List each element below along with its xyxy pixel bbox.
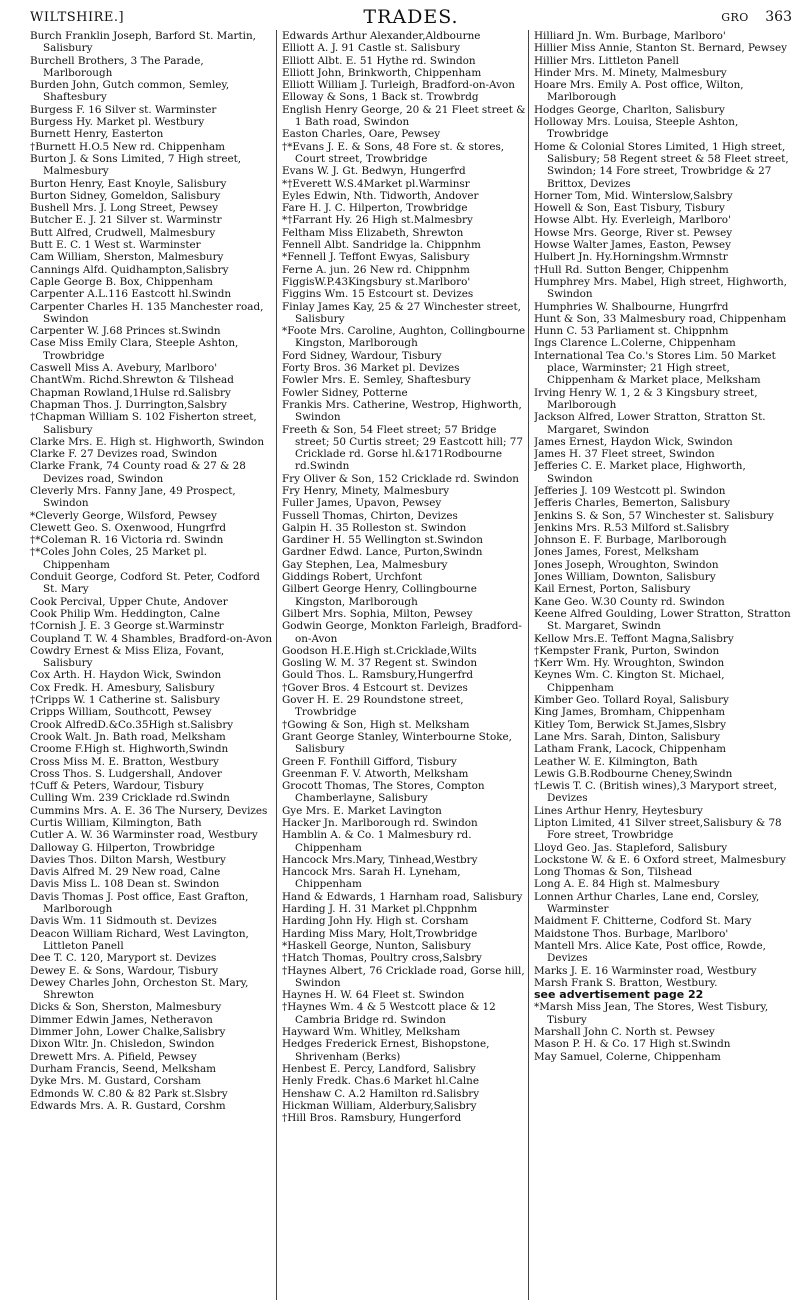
directory-entry: Davies Thos. Dilton Marsh, Westbury xyxy=(30,853,226,866)
directory-entry: Feltham Miss Elizabeth, Shrewton xyxy=(282,226,464,239)
directory-entry: Mason P. H. & Co. 17 High st.Swindn xyxy=(534,1038,731,1051)
directory-entry: International Tea Co.'s Stores Lim. 50 Market place, Warminster; 21 High street, Chippenham & Market place, Melksham xyxy=(534,349,776,387)
directory-columns xyxy=(30,30,792,1300)
directory-entry: Burton Henry, East Knoyle, Salisbury xyxy=(30,177,227,190)
directory-entry: †Haynes Albert, 76 Cricklade road, Gorse hill, Swindon xyxy=(282,964,525,989)
directory-entry: Clarke F. 27 Devizes road, Swindon xyxy=(30,448,218,461)
directory-entry: Fry Oliver & Son, 152 Cricklade rd. Swindon xyxy=(282,472,519,485)
directory-entry: King James, Bromham, Chippenham xyxy=(534,706,725,719)
directory-entry: Forty Bros. 36 Market pl. Devizes xyxy=(282,362,460,375)
directory-entry: Cummins Mrs. A. E. 36 The Nursery, Devizes xyxy=(30,804,268,817)
advertisement-note: see advertisement page 22 xyxy=(534,988,704,1002)
directory-entry: Howse Walter James, Easton, Pewsey xyxy=(534,239,731,252)
directory-entry: Frankis Mrs. Catherine, Westrop, Highworth, Swindon xyxy=(282,398,522,424)
directory-entry: †Hull Rd. Sutton Benger, Chippenhm xyxy=(534,263,729,276)
directory-entry: Carpenter W. J.68 Princes st.Swindn xyxy=(30,325,221,338)
directory-entry: Burden John, Gutch common, Semley, Shaftesbury xyxy=(30,79,230,104)
directory-entry: Cripps William, Southcott, Pewsey xyxy=(30,706,212,719)
directory-entry: Gould Thos. L. Ramsbury,Hungerfrd xyxy=(282,669,474,682)
page-reference xyxy=(721,9,792,25)
directory-entry: *Foote Mrs. Caroline, Aughton, Collingbourne Kingston, Marlborough xyxy=(282,325,526,350)
directory-entry: Grocott Thomas, The Stores, Compton Chamberlayne, Salisbury xyxy=(282,780,485,805)
directory-entry: Cleverly Mrs. Fanny Jane, 49 Prospect, Swindon xyxy=(30,484,236,510)
directory-entry: Carpenter Charles H. 135 Manchester road, Swindon xyxy=(30,300,264,325)
directory-entry: Irving Henry W. 1, 2 & 3 Kingsbury street, Marlborough xyxy=(534,386,758,411)
directory-entry: Henbest E. Percy, Landford, Salisbry xyxy=(282,1062,476,1075)
directory-entry: Hedges Frederick Ernest, Bishopstone, Shrivenham (Berks) xyxy=(282,1038,490,1063)
directory-entry: †Chapman William S. 102 Fisherton street, Salisbury xyxy=(30,411,257,436)
directory-entry: Hunt & Son, 33 Malmesbury road, Chippenham xyxy=(534,312,787,325)
directory-entry: Goodson H.E.High st.Cricklade,Wilts xyxy=(282,644,477,657)
directory-entry: Cross Thos. S. Ludgershall, Andover xyxy=(30,767,222,780)
directory-entry: †Kempster Frank, Purton, Swindon xyxy=(534,644,720,657)
directory-entry: Burchell Brothers, 3 The Parade, Marlborough xyxy=(30,54,204,79)
directory-entry: Henshaw C. A.2 Hamilton rd.Salisbry xyxy=(282,1087,480,1100)
directory-entry: Keynes Wm. C. Kington St. Michael, Chippenham xyxy=(534,669,725,694)
directory-entry: *Fennell J. Teffont Ewyas, Salisbury xyxy=(282,251,470,264)
directory-entry: Gardiner H. 55 Wellington st.Swindon xyxy=(282,534,483,547)
directory-entry: Gover H. E. 29 Roundstone street, Trowbridge xyxy=(282,694,464,719)
directory-entry: ChantWm. Richd.Shrewton & Tilshead xyxy=(30,374,234,387)
directory-entry: Clarke Mrs. E. High st. Highworth, Swindon xyxy=(30,435,265,448)
directory-entry: Hamblin A. & Co. 1 Malmesbury rd. Chippenham xyxy=(282,829,472,854)
directory-entry: †Hill Bros. Ramsbury, Hungerford xyxy=(282,1112,462,1125)
directory-entry: Evans W. J. Gt. Bedwyn, Hungerfrd xyxy=(282,165,466,178)
directory-entry: Cook Percival, Upper Chute, Andover xyxy=(30,595,228,608)
directory-entry: *Marsh Miss Jean, The Stores, West Tisbury, Tisbury xyxy=(534,1001,769,1026)
directory-entry: Hillier Mrs. Littleton Panell xyxy=(534,54,679,67)
directory-entry: †*Coleman R. 16 Victoria rd. Swindn xyxy=(30,534,224,547)
directory-entry: Ings Clarence L.Colerne, Chippenham xyxy=(534,337,736,350)
directory-entry: Jones William, Downton, Salisbury xyxy=(534,571,716,584)
directory-entry: †Gowing & Son, High st. Melksham xyxy=(282,718,470,731)
directory-entry: Dicks & Son, Sherston, Malmesbury xyxy=(30,1001,222,1014)
directory-entry: Home & Colonial Stores Limited, 1 High street, Salisbury; 58 Regent street & 58 Fleet street, Swindon; 14 Fore street, Trowbridge & 27 Brittox, Devizes xyxy=(534,140,789,190)
directory-entry: Gay Stephen, Lea, Malmesbury xyxy=(282,558,448,571)
directory-entry: Fowler Mrs. E. Semley, Shaftesbury xyxy=(282,374,471,387)
directory-entry: Hancock Mrs. Sarah H. Lyneham, Chippenham xyxy=(282,866,461,891)
directory-entry: Jackson Alfred, Lower Stratton, Stratton St. Margaret, Swindon xyxy=(534,411,766,436)
directory-entry: Haynes H. W. 64 Fleet st. Swindon xyxy=(282,989,465,1002)
directory-entry: Case Miss Emily Clara, Steeple Ashton, Trowbridge xyxy=(30,337,239,362)
directory-entry: Crook Walt. Jn. Bath road, Melksham xyxy=(30,730,226,743)
directory-entry: Coupland T. W. 4 Shambles, Bradford-on-Avon xyxy=(30,632,273,645)
directory-entry: Cross Miss M. E. Bratton, Westbury xyxy=(30,755,219,768)
directory-entry: Durham Francis, Seend, Melksham xyxy=(30,1062,217,1075)
directory-entry: Hacker Jn. Marlborough rd. Swindon xyxy=(282,817,478,829)
directory-entry: Finlay James Kay, 25 & 27 Winchester street, Salisbury xyxy=(282,300,521,325)
directory-entry: Dalloway G. Hilperton, Trowbridge xyxy=(30,841,215,854)
directory-entry: Edwards Arthur Alexander,Aldbourne xyxy=(282,30,481,42)
directory-entry: Gilbert George Henry, Collingbourne Kingston, Marlborough xyxy=(282,583,477,608)
directory-entry: Clewett Geo. S. Oxenwood, Hungrfrd xyxy=(30,521,227,534)
directory-entry: *Cleverly George, Wilsford, Pewsey xyxy=(30,509,217,522)
directory-entry: *Haskell George, Nunton, Salisbury xyxy=(282,939,471,952)
directory-entry: Burton Sidney, Gomeldon, Salisbury xyxy=(30,189,221,202)
directory-entry: Figgins Wm. 15 Estcourt st. Devizes xyxy=(282,288,474,301)
directory-entry: Lockstone W. & E. 6 Oxford street, Malmesbury xyxy=(534,853,786,866)
page-number: 363 xyxy=(765,9,792,25)
directory-entry: Hodges George, Charlton, Salisbury xyxy=(534,103,725,116)
directory-entry: Caple George B. Box, Chippenham xyxy=(30,275,213,288)
directory-entry: Burgess F. 16 Silver st. Warminster xyxy=(30,103,217,116)
directory-entry: Hickman William, Alderbury,Salisbry xyxy=(282,1099,477,1112)
directory-entry: Edwards Mrs. A. R. Gustard, Corshm xyxy=(30,1099,226,1112)
directory-entry: †Lewis T. C. (British wines),3 Maryport street, Devizes xyxy=(534,780,778,805)
directory-entry: Cox Fredk. H. Amesbury, Salisbury xyxy=(30,681,215,694)
directory-entry: Cox Arth. H. Haydon Wick, Swindon xyxy=(30,669,222,682)
directory-entry: Harding John Hy. High st. Corsham xyxy=(282,915,469,928)
directory-entry: Giddings Robert, Urchfont xyxy=(282,571,423,584)
directory-entry: †Gover Bros. 4 Estcourt st. Devizes xyxy=(282,681,468,694)
directory-entry: Lloyd Geo. Jas. Stapleford, Salisbury xyxy=(534,841,728,854)
directory-entry: Johnson E. F. Burbage, Marlborough xyxy=(534,534,727,547)
directory-entry: Gosling W. M. 37 Regent st. Swindon xyxy=(282,657,478,670)
directory-entry: Mantell Mrs. Alice Kate, Post office, Rowde, Devizes xyxy=(534,939,766,965)
directory-entry: Keene Alfred Goulding, Lower Stratton, Stratton St. Margaret, Swindn xyxy=(534,607,791,633)
directory-entry: Jefferies C. E. Market place, Highworth, Swindon xyxy=(534,460,746,485)
directory-entry: Cam William, Sherston, Malmesbury xyxy=(30,251,224,264)
directory-column-2 xyxy=(282,30,529,1300)
directory-entry: Howse Mrs. George, River st. Pewsey xyxy=(534,226,733,239)
directory-entry: Dee T. C. 120, Maryport st. Devizes xyxy=(30,952,217,965)
directory-entry: †*Evans J. E. & Sons, 48 Fore st. & stores, Court street, Trowbridge xyxy=(282,140,505,165)
directory-entry: Dyke Mrs. M. Gustard, Corsham xyxy=(30,1075,201,1088)
directory-entry: Ford Sidney, Wardour, Tisbury xyxy=(282,349,442,362)
directory-entry: Harding Miss Mary, Holt,Trowbridge xyxy=(282,927,478,940)
directory-entry: Harding J. H. 31 Market pl.Chppnhm xyxy=(282,903,478,916)
directory-entry: Ferne A. jun. 26 New rd. Chippnhm xyxy=(282,263,470,276)
directory-entry: Lane Mrs. Sarah, Dinton, Salisbury xyxy=(534,730,721,743)
directory-entry: Curtis William, Kilmington, Bath xyxy=(30,817,202,829)
directory-entry: Kimber Geo. Tollard Royal, Salisbury xyxy=(534,694,729,707)
directory-entry: Hilliard Jn. Wm. Burbage, Marlboro' xyxy=(534,30,726,42)
directory-entry: Marsh Frank S. Bratton, Westbury. xyxy=(534,976,718,989)
directory-entry: Freeth & Son, 54 Fleet street; 57 Bridge street; 50 Curtis street; 29 Eastcott hill; 77 Cricklade rd. Gorse hl.&171Rodbourne rd.Swindn xyxy=(282,423,524,473)
directory-entry: Howell & Son, East Tisbury, Tisbury xyxy=(534,202,725,215)
directory-entry: †Burnett H.O.5 New rd. Chippenham xyxy=(30,140,225,153)
directory-entry: FiggisW.P.43Kingsbury st.Marlboro' xyxy=(282,275,471,288)
section-heading: GRO xyxy=(721,11,749,24)
directory-entry: Leather W. E. Kilmington, Bath xyxy=(534,755,698,768)
directory-entry: Hand & Edwards, 1 Harnham road, Salisbury xyxy=(282,890,523,903)
directory-entry: Burnett Henry, Easterton xyxy=(30,128,164,141)
directory-entry: Butt E. C. 1 West st. Warminster xyxy=(30,239,201,252)
directory-entry: Jenkins Mrs. R.53 Milford st.Salisbry xyxy=(534,521,730,534)
directory-entry: Dewey Charles John, Orcheston St. Mary, Shrewton xyxy=(30,976,249,1002)
directory-entry: Fuller James, Upavon, Pewsey xyxy=(282,497,442,510)
directory-entry: Humphrey Mrs. Mabel, High street, Highworth, Swindon xyxy=(534,275,787,301)
directory-entry: Lewis G.B.Rodbourne Cheney,Swindn xyxy=(534,767,733,780)
directory-entry: Marks J. E. 16 Warminster road, Westbury xyxy=(534,964,757,977)
directory-entry: Long Thomas & Son, Tilshead xyxy=(534,866,693,879)
directory-entry: Burch Franklin Joseph, Barford St. Martin, Salisbury xyxy=(30,30,256,55)
directory-entry: Jones Joseph, Wroughton, Swindon xyxy=(534,558,719,571)
directory-entry: Fare H. J. C. Hilperton, Trowbridge xyxy=(282,202,468,215)
directory-entry: Dewey E. & Sons, Wardour, Tisbury xyxy=(30,964,219,977)
directory-entry: Lonnen Arthur Charles, Lane end, Corsley, Warminster xyxy=(534,890,760,916)
directory-entry: †Kerr Wm. Hy. Wroughton, Swindon xyxy=(534,657,725,670)
directory-entry: Long A. E. 84 High st. Malmesbury xyxy=(534,878,720,891)
directory-entry: English Henry George, 20 & 21 Fleet street & 1 Bath road, Swindon xyxy=(282,103,526,129)
directory-entry: May Samuel, Colerne, Chippenham xyxy=(534,1050,721,1063)
directory-entry: Drewett Mrs. A. Pifield, Pewsey xyxy=(30,1050,197,1063)
directory-entry: Hinder Mrs. M. Minety, Malmesbury xyxy=(534,66,727,79)
directory-entry: Gilbert Mrs. Sophia, Milton, Pewsey xyxy=(282,607,473,620)
directory-column-3 xyxy=(534,30,792,1300)
directory-entry: Kane Geo. W.30 County rd. Swindon xyxy=(534,595,725,608)
directory-entry: Fennell Albt. Sandridge la. Chippnhm xyxy=(282,239,481,252)
directory-column-1 xyxy=(30,30,277,1300)
directory-entry: Kail Ernest, Porton, Salisbury xyxy=(534,583,691,596)
directory-entry: Humphries W. Shalbourne, Hungrfrd xyxy=(534,300,729,313)
directory-entry: †Hatch Thomas, Poultry cross,Salsbry xyxy=(282,952,482,965)
county-heading: WILTSHIRE.] xyxy=(30,10,125,25)
directory-entry: Gardner Edwd. Lance, Purton,Swindn xyxy=(282,546,483,559)
directory-entry: Kellow Mrs.E. Teffont Magna,Salisbry xyxy=(534,632,734,645)
directory-entry: Henly Fredk. Chas.6 Market hl.Calne xyxy=(282,1075,480,1088)
directory-entry: Elloway & Sons, 1 Back st. Trowbrdg xyxy=(282,91,479,104)
directory-entry: Caswell Miss A. Avebury, Marlboro' xyxy=(30,362,218,375)
directory-entry: Davis Wm. 11 Sidmouth st. Devizes xyxy=(30,915,217,928)
directory-entry: *†Everett W.S.4Market pl.Warminsr xyxy=(282,177,470,190)
directory-entry: Dimmer John, Lower Chalke,Salisbry xyxy=(30,1026,226,1039)
directory-entry: Bushell Mrs. J. Long Street, Pewsey xyxy=(30,202,219,215)
directory-entry: †Haynes Wm. 4 & 5 Westcott place & 12 Cambria Bridge rd. Swindon xyxy=(282,1001,496,1026)
directory-entry: Chapman Thos. J. Durrington,Salsbry xyxy=(30,398,227,411)
directory-entry: †*Coles John Coles, 25 Market pl. Chippenham xyxy=(30,546,207,571)
directory-entry: Clarke Frank, 74 County road & 27 & 28 Devizes road, Swindon xyxy=(30,460,246,485)
page-header xyxy=(30,6,792,28)
directory-entry: Crook AlfredD.&Co.35High st.Salisbry xyxy=(30,718,234,731)
directory-entry: Burgess Hy. Market pl. Westbury xyxy=(30,116,205,129)
directory-entry: Lines Arthur Henry, Heytesbury xyxy=(534,804,703,817)
directory-entry: Deacon William Richard, West Lavington, Littleton Panell xyxy=(30,927,249,952)
directory-entry: Elliott Albt. E. 51 Hythe rd. Swindon xyxy=(282,54,476,67)
directory-entry: †Cornish J. E. 3 George st.Warminstr xyxy=(30,620,224,633)
directory-entry: Davis Miss L. 108 Dean st. Swindon xyxy=(30,878,220,891)
directory-entry: Hancock Mrs.Mary, Tinhead,Westbry xyxy=(282,853,478,866)
directory-entry: Latham Frank, Lacock, Chippenham xyxy=(534,743,727,756)
directory-entry: Croome F.High st. Highworth,Swindn xyxy=(30,743,229,756)
directory-entry: Eyles Edwin, Nth. Tidworth, Andover xyxy=(282,189,479,202)
directory-entry: Jefferis Charles, Bemerton, Salisbury xyxy=(534,497,730,510)
directory-entry: Cook Philip Wm. Heddington, Calne xyxy=(30,607,221,620)
directory-entry: Maidstone Thos. Burbage, Marlboro' xyxy=(534,927,729,940)
directory-entry: Davis Alfred M. 29 New road, Calne xyxy=(30,866,221,879)
directory-entry: Chapman Rowland,1Hulse rd.Salisbry xyxy=(30,386,231,399)
directory-entry: Howse Albt. Hy. Everleigh, Marlboro' xyxy=(534,214,731,227)
directory-entry: Green F. Fonthill Gifford, Tisbury xyxy=(282,755,457,768)
directory-entry: Butt Alfred, Crudwell, Malmesbury xyxy=(30,226,216,239)
directory-entry: Carpenter A.L.116 Eastcott hl.Swindn xyxy=(30,288,232,301)
directory-entry: Fry Henry, Minety, Malmesbury xyxy=(282,484,450,497)
directory-entry: Elliott William J. Turleigh, Bradford-on-Avon xyxy=(282,79,515,92)
directory-entry: Cowdry Ernest & Miss Eliza, Fovant, Salisbury xyxy=(30,644,225,670)
directory-entry: Godwin George, Monkton Farleigh, Bradford-on-Avon xyxy=(282,620,522,645)
directory-entry: Holloway Mrs. Louisa, Steeple Ashton, Trowbridge xyxy=(534,116,739,141)
directory-entry: Lipton Limited, 41 Silver street,Salisbury & 78 Fore street, Trowbridge xyxy=(534,817,782,842)
directory-entry: Hoare Mrs. Emily A. Post office, Wilton, Marlborough xyxy=(534,79,744,104)
directory-entry: Jefferies J. 109 Westcott pl. Swindon xyxy=(534,484,726,497)
directory-entry: James H. 37 Fleet street, Swindon xyxy=(534,448,715,461)
directory-entry: Elliott John, Brinkworth, Chippenham xyxy=(282,66,482,79)
directory-entry: Gye Mrs. E. Market Lavington xyxy=(282,804,442,817)
directory-entry: Conduit George, Codford St. Peter, Codford St. Mary xyxy=(30,571,260,596)
directory-entry: Fussell Thomas, Chirton, Devizes xyxy=(282,509,458,522)
directory-entry: Burton J. & Sons Limited, 7 High street, Malmesbury xyxy=(30,152,242,178)
page-title: TRADES. xyxy=(363,6,459,28)
directory-entry: Galpin H. 35 Rolleston st. Swindon xyxy=(282,521,467,534)
directory-entry: Easton Charles, Oare, Pewsey xyxy=(282,128,441,141)
directory-entry: Cutler A. W. 36 Warminster road, Westbury xyxy=(30,829,258,842)
directory-entry: †Cuff & Peters, Wardour, Tisbury xyxy=(30,780,204,793)
directory-entry: Dimmer Edwin James, Netheravon xyxy=(30,1013,213,1026)
directory-entry: Hulbert Jn. Hy.Horningshm.Wrmnstr xyxy=(534,251,728,264)
directory-entry: Hillier Miss Annie, Stanton St. Bernard, Pewsey xyxy=(534,42,787,55)
directory-entry: Hayward Wm. Whitley, Melksham xyxy=(282,1026,461,1039)
directory-entry: Jenkins S. & Son, 57 Winchester st. Salisbury xyxy=(534,509,774,522)
directory-entry: †Cripps W. 1 Catherine st. Salisbury xyxy=(30,694,220,707)
directory-entry: Cannings Alfd. Quidhampton,Salisbry xyxy=(30,263,229,276)
directory-entry: Kitley Tom, Berwick St.James,Slsbry xyxy=(534,718,726,731)
directory-entry: Culling Wm. 239 Cricklade rd.Swindn xyxy=(30,792,230,805)
directory-entry: Greenman F. V. Atworth, Melksham xyxy=(282,767,469,780)
directory-entry: Elliott A. J. 91 Castle st. Salisbury xyxy=(282,42,461,55)
directory-entry: Davis Thomas J. Post office, East Grafton, Marlborough xyxy=(30,890,249,916)
directory-entry: James Ernest, Haydon Wick, Swindon xyxy=(534,435,733,448)
directory-entry: Horner Tom, Mid. Winterslow,Salsbry xyxy=(534,189,733,202)
directory-entry: Marshall John C. North st. Pewsey xyxy=(534,1026,715,1039)
directory-entry: Grant George Stanley, Winterbourne Stoke, Salisbury xyxy=(282,730,512,756)
directory-entry: Butcher E. J. 21 Silver st. Warminstr xyxy=(30,214,222,227)
directory-entry: Hunn C. 53 Parliament st. Chippnhm xyxy=(534,325,729,338)
directory-entry: Fowler Sidney, Potterne xyxy=(282,386,408,399)
directory-entry: Jones James, Forest, Melksham xyxy=(534,546,699,559)
directory-entry: *†Farrant Hy. 26 High st.Malmesbry xyxy=(282,214,473,227)
directory-entry: Edmonds W. C.80 & 82 Park st.Slsbry xyxy=(30,1087,228,1100)
directory-entry: Dixon Wltr. Jn. Chisledon, Swindon xyxy=(30,1038,215,1051)
directory-entry: Maidment F. Chitterne, Codford St. Mary xyxy=(534,915,752,928)
